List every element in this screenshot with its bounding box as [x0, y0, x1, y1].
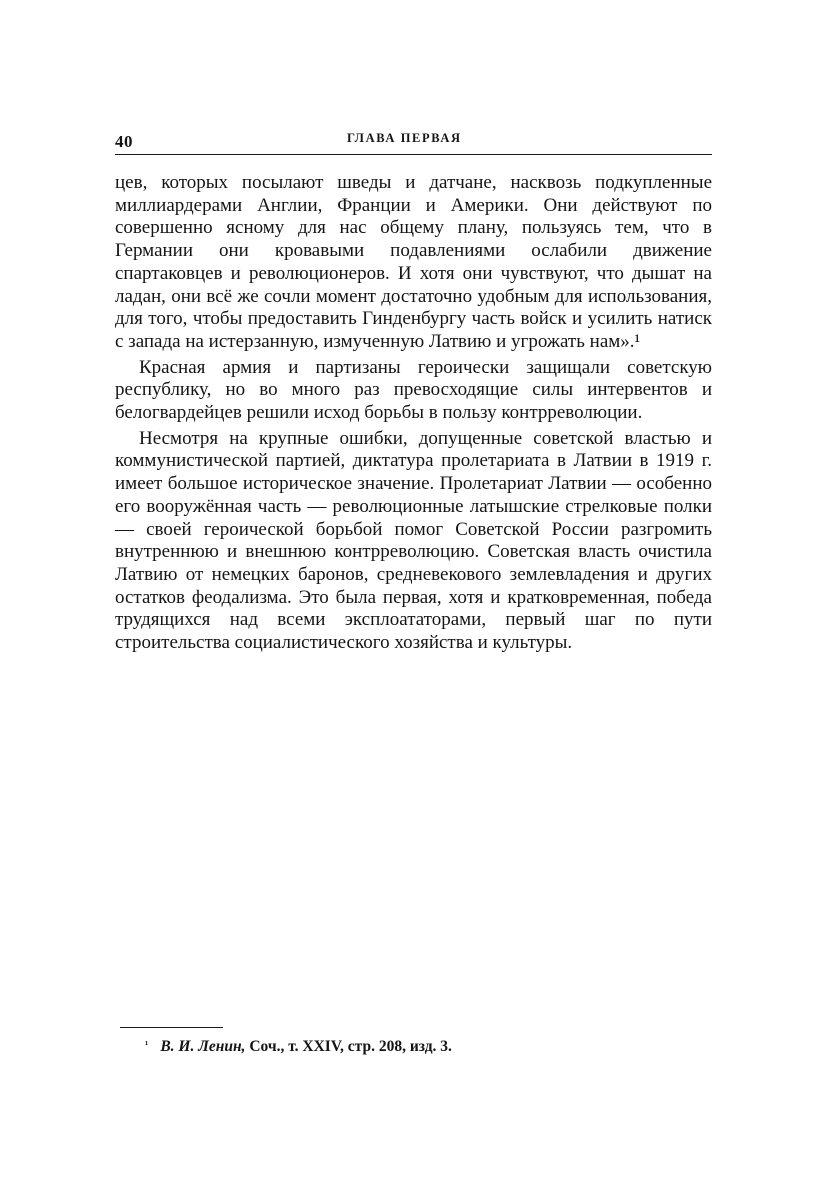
- paragraph: Несмотря на крупные ошибки, допущенные советской властью и коммунистической партией, диктатура пролетариата в Латвии в 1919 г. имеет большое историческое значение. Пролетариат Латвии — особенно его вооружённая часть — революционные латышские стрелковые полки — своей героической борьбой помог Советской России разгромить внутреннюю и внешнюю контрреволюцию. Советская власть очистила Латвию от немецких баронов, средневекового землевладения и других остатков феодализма. Это была первая, хотя и кратковременная, победа трудящихся над всеми эксплоататорами, первый шаг по пути строительства социалистического хозяйства и культуры.: [115, 427, 712, 654]
- footnote-author: В. И. Ленин,: [160, 1038, 246, 1055]
- page-number: 40: [115, 132, 133, 151]
- chapter-title: ГЛАВА ПЕРВАЯ: [347, 131, 462, 145]
- body-text: [115, 172, 712, 655]
- footnote-rule: [120, 1027, 223, 1028]
- paragraph: Красная армия и партизаны героически защищали советскую республику, но во много раз превосходящие силы интервентов и белогвардейцев решили исход борьбы в пользу контрреволюции.: [115, 356, 712, 424]
- running-header: [115, 128, 712, 154]
- footnote-reference: Соч., т. XXIV, стр. 208, изд. 3.: [245, 1038, 452, 1055]
- header-rule: [115, 154, 712, 155]
- paragraph-continuation: цев, которых посылают шведы и датчане, насквозь подкупленные миллиардерами Англии, Франции и Америки. Они действуют по совершенно ясному для нас общему плану, пользуясь тем, что в Германии они кровавыми подавлениями ослабили движение спартаковцев и революционеров. И хотя они чувствуют, что дышат на ладан, они всё же сочли момент достаточно удобным для использования, для того, чтобы предоставить Гинденбургу часть войск и усилить натиск с запада на истерзанную, измученную Латвию и угрожать нам».¹: [115, 172, 712, 352]
- footnote-marker: ¹: [145, 1039, 149, 1051]
- footnote: [145, 1038, 452, 1056]
